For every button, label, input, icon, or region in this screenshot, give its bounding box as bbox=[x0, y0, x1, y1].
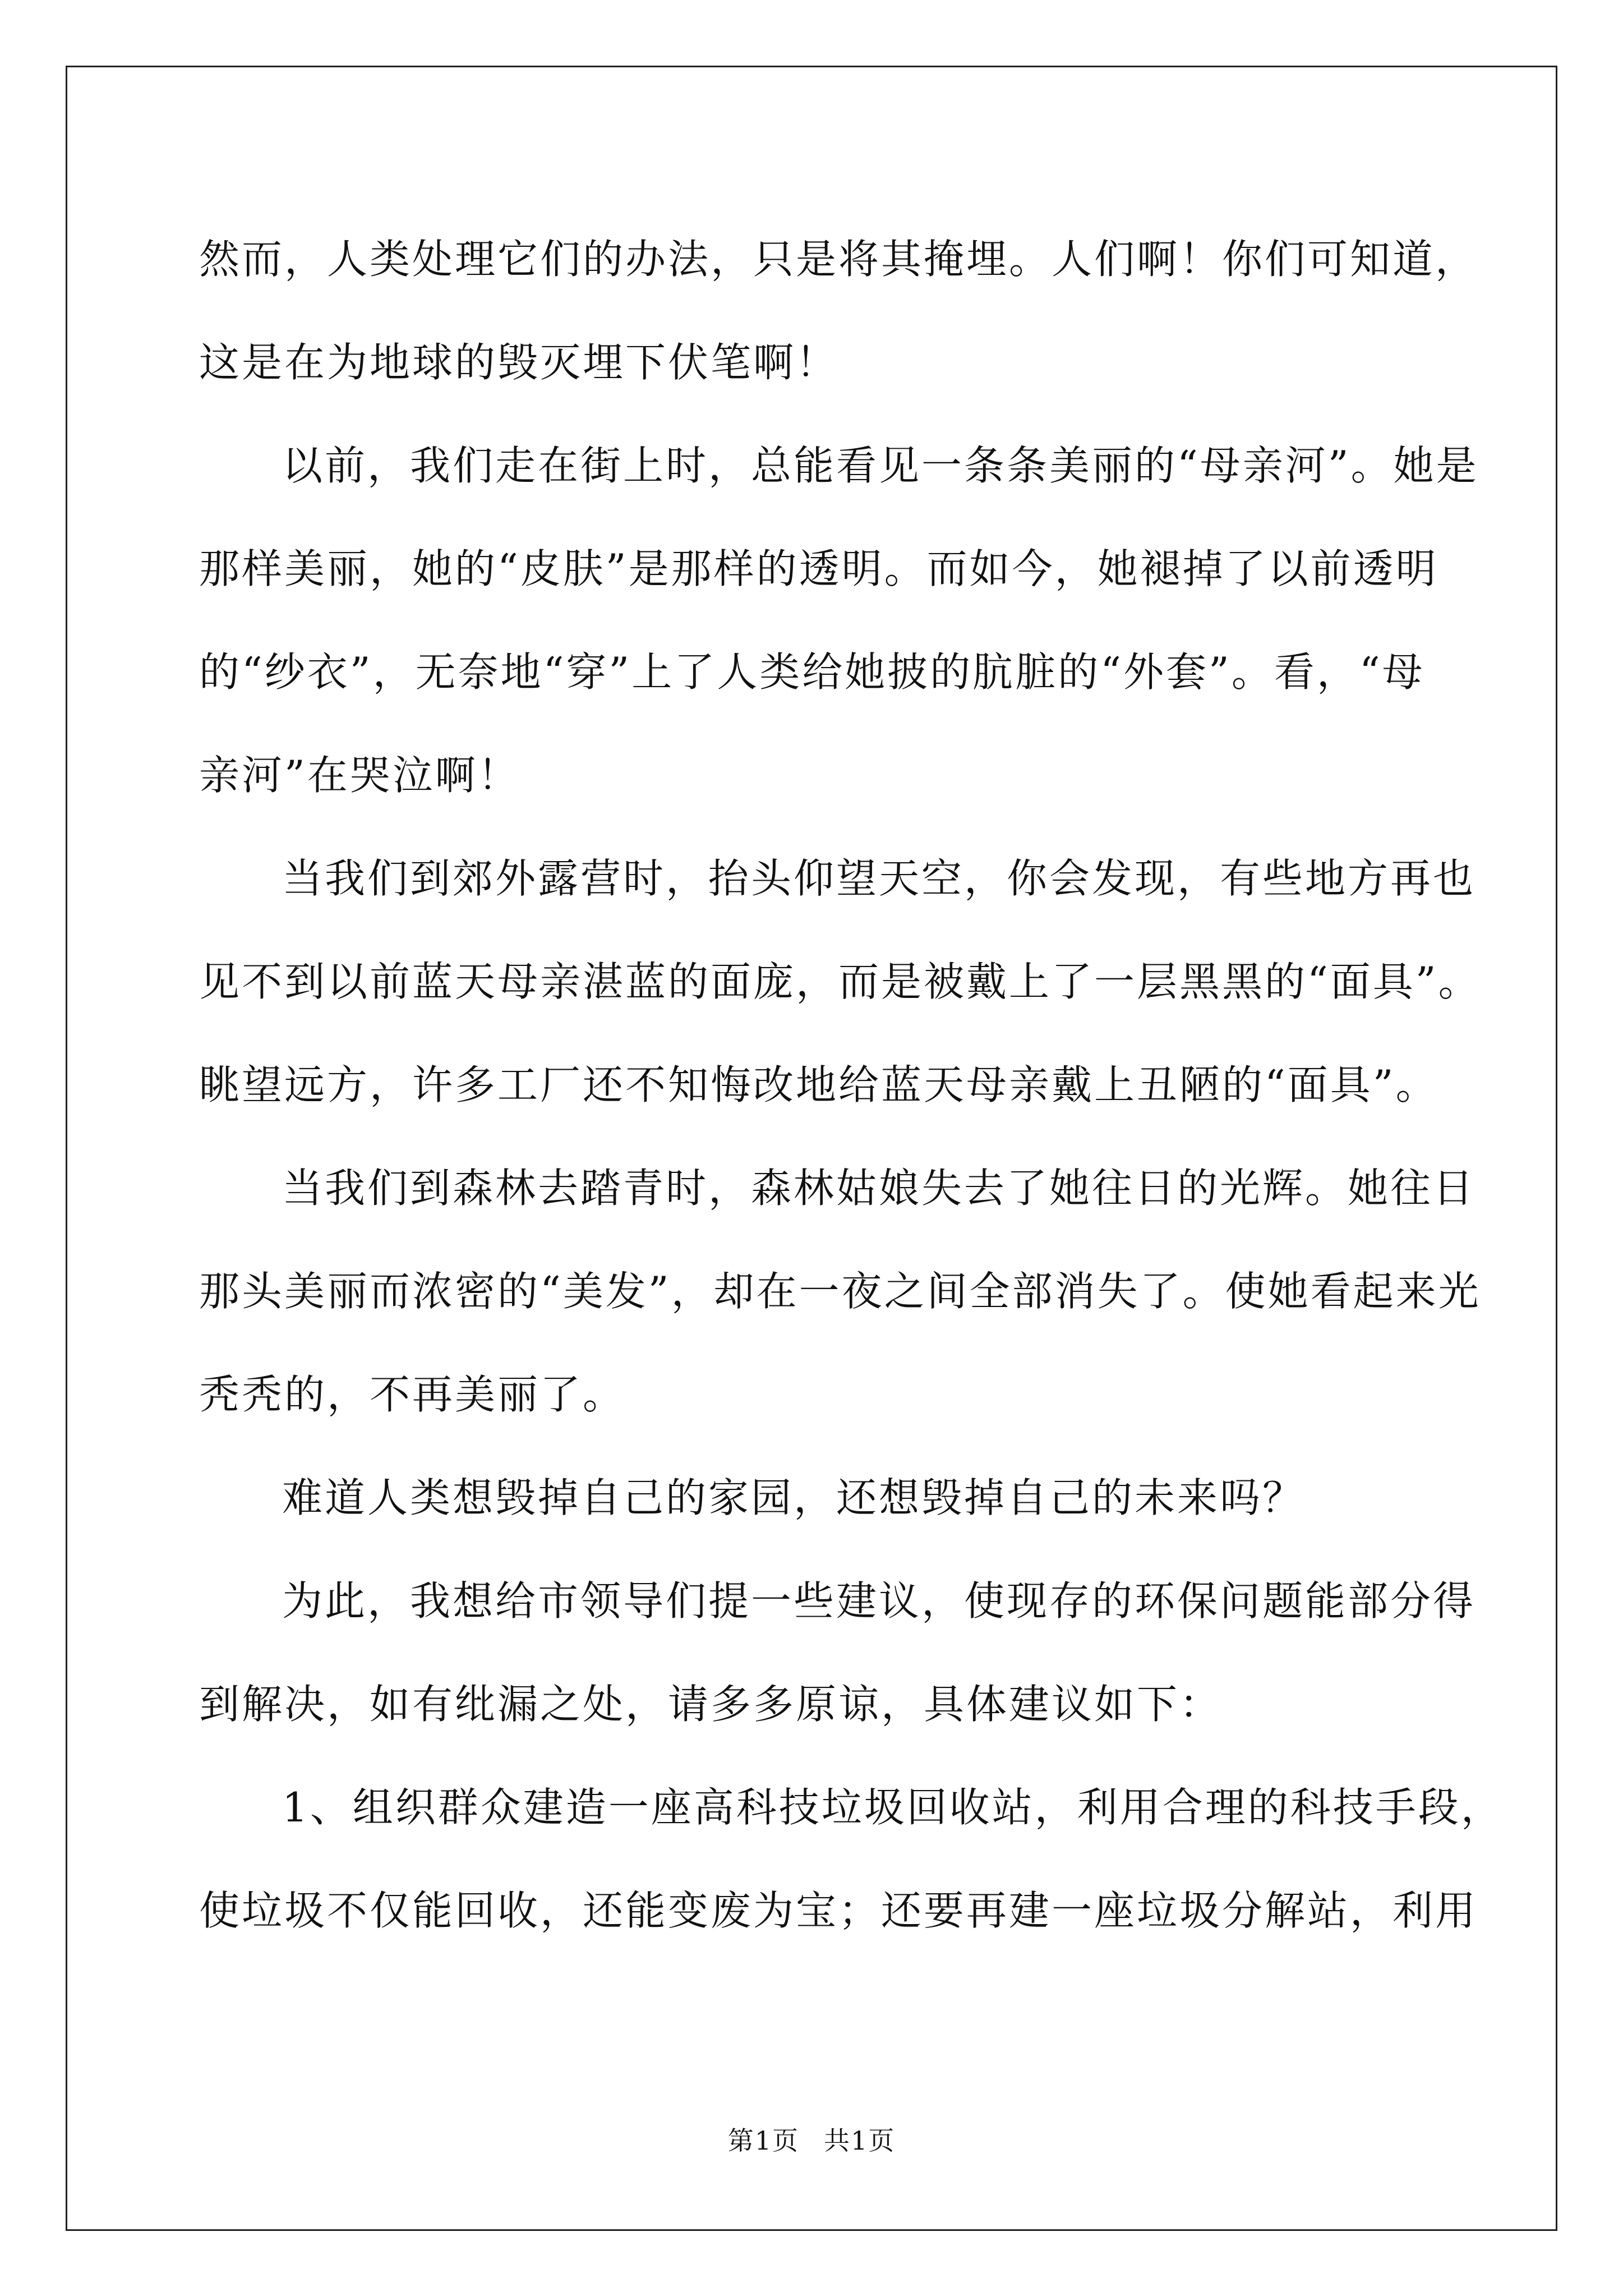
text-line: 见不到以前蓝天母亲湛蓝的面庞，而是被戴上了一层黑黑的“面具”。 bbox=[199, 958, 1481, 1005]
text-line: 到解决，如有纰漏之处，请多多原谅，具体建议如下： bbox=[199, 1681, 1223, 1728]
text-line: 使垃圾不仅能回收，还能变废为宝；还要再建一座垃圾分解站，利用 bbox=[199, 1887, 1478, 1934]
text-line: 秃秃的，不再美丽了。 bbox=[199, 1371, 626, 1418]
text-line: 那头美丽而浓密的“美发”，却在一夜之间全部消失了。使她看起来光 bbox=[199, 1268, 1481, 1315]
page-number-total: 共1页 bbox=[824, 2125, 896, 2156]
paragraph-start-line: 以前，我们走在街上时，总能看见一条条美丽的“母亲河”。她是 bbox=[282, 442, 1479, 489]
text-line: 亲河”在哭泣啊！ bbox=[199, 752, 520, 799]
text-line: 那样美丽，她的“皮肤”是那样的透明。而如今，她褪掉了以前透明 bbox=[199, 545, 1438, 592]
text-line: 的“纱衣”，无奈地“穿”上了人类给她披的肮脏的“外套”。看，“母 bbox=[199, 648, 1425, 696]
page-number-current: 第1页 bbox=[727, 2125, 799, 2156]
paragraph-start-line: 1、组织群众建造一座高科技垃圾回收站，利用合理的科技手段， bbox=[282, 1784, 1504, 1831]
paragraph-start-line: 当我们到森林去踏青时，森林姑娘失去了她往日的光辉。她往日 bbox=[282, 1165, 1476, 1212]
text-line: 这是在为地球的毁灭埋下伏笔啊！ bbox=[199, 339, 839, 386]
page-footer bbox=[0, 2124, 1623, 2157]
text-line: 眺望远方，许多工厂还不知悔改地给蓝天母亲戴上丑陋的“面具”。 bbox=[199, 1061, 1438, 1108]
document-body bbox=[199, 208, 1504, 1962]
text-line: 然而，人类处理它们的办法，只是将其掩埋。人们啊！你们可知道， bbox=[199, 236, 1478, 283]
paragraph-start-line: 为此，我想给市领导们提一些建议，使现存的环保问题能部分得 bbox=[282, 1577, 1476, 1625]
paragraph-start-line: 难道人类想毁掉自己的家园，还想毁掉自己的未来吗？ bbox=[282, 1474, 1306, 1521]
paragraph-start-line: 当我们到郊外露营时，抬头仰望天空，你会发现，有些地方再也 bbox=[282, 855, 1476, 902]
